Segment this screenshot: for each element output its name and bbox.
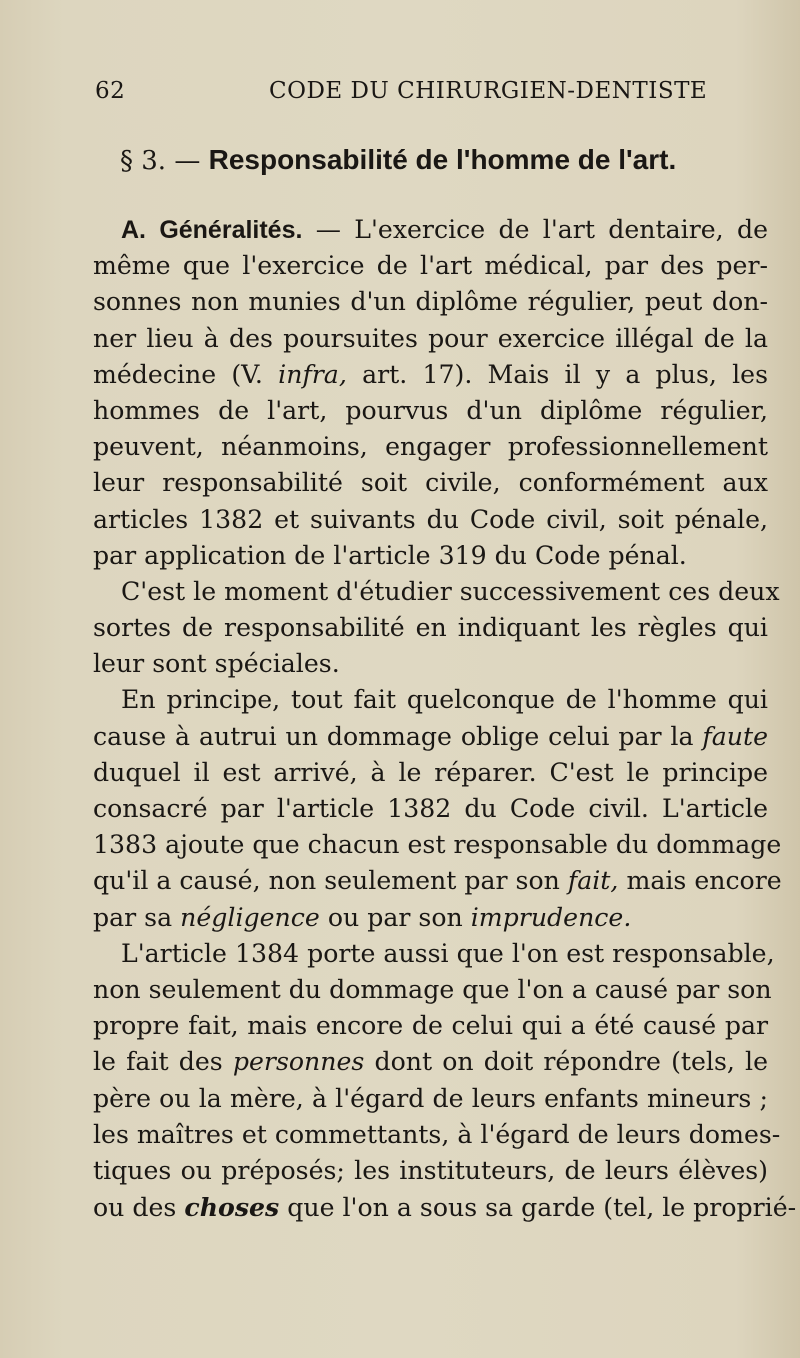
text-line: ou des choses que l'on a sous sa garde (tel, le proprié- [93, 1192, 797, 1223]
text-line: les maîtres et commettants, à l'égard de leurs domes- [93, 1119, 781, 1149]
text-line: non seulement du dommage que l'on a causé par son [93, 974, 772, 1004]
emphasis-imprudence: imprudence. [470, 902, 632, 932]
emphasis-personnes: personnes [232, 1047, 365, 1077]
text-line: cause à autrui un dommage oblige celui par la faute [93, 721, 768, 751]
text-line: médecine (V. infra, art. 17). Mais il y a plus, les [93, 359, 768, 389]
page-number: 62 [95, 78, 126, 104]
emphasis-fait: fait, [567, 866, 619, 896]
text-line: même que l'exercice de l'art médical, par des per- [93, 251, 768, 281]
text-line: L'article 1384 porte aussi que l'on est responsable, [121, 938, 775, 968]
section-number: § 3. — [120, 146, 201, 176]
section-title: Responsabilité de l'homme de l'art. [208, 144, 677, 175]
emphasis-choses: choses [184, 1192, 280, 1223]
text-line: A. Généralités. — L'exercice de l'art dentaire, de [121, 215, 768, 244]
emphasis-negligence: négligence [180, 902, 320, 932]
subsection-letter: A. [121, 216, 146, 244]
text-line: 1383 ajoute que chacun est responsable du dommage [93, 830, 782, 860]
text-line: le fait des personnes dont on doit répondre (tels, le [93, 1047, 769, 1077]
body-text [93, 212, 797, 1225]
text-line: par sa négligence ou par son imprudence. [93, 902, 632, 932]
text-line: C'est le moment d'étudier successivement ces deux [121, 576, 780, 606]
text-line: peuvent, néanmoins, engager professionnellement [93, 432, 768, 462]
text-line: leur sont spéciales. [93, 649, 340, 679]
text-line: père ou la mère, à l'égard de leurs enfants mineurs ; [93, 1083, 768, 1113]
text-line: ner lieu à des poursuites pour exercice illégal de la [93, 323, 768, 353]
text-line: duquel il est arrivé, à le réparer. C'est le principe [93, 757, 768, 787]
running-head [95, 78, 735, 118]
text-line: sonnes non munies d'un diplôme régulier, peut don- [93, 287, 768, 317]
text-line: articles 1382 et suivants du Code civil, soit pénale, [93, 504, 768, 534]
text-line: consacré par l'article 1382 du Code civil. L'article [93, 794, 768, 823]
text-line: par application de l'article 319 du Code pénal. [93, 540, 687, 570]
emphasis-faute: faute [702, 721, 768, 751]
text-line: qu'il a causé, non seulement par son fait, mais encore [93, 866, 782, 896]
subsection-title: Généralités. [159, 216, 303, 244]
section-heading [120, 144, 770, 176]
text-line: leur responsabilité soit civile, conformément aux [93, 468, 768, 498]
emphasis-infra: infra, [278, 359, 347, 389]
text-line: sortes de responsabilité en indiquant les règles qui [93, 613, 768, 643]
text-line: En principe, tout fait quelconque de l'homme qui [121, 685, 768, 715]
text-line: propre fait, mais encore de celui qui a été causé par [93, 1011, 768, 1041]
text-line: hommes de l'art, pourvus d'un diplôme régulier, [93, 395, 768, 425]
text-line: tiques ou préposés; les instituteurs, de leurs élèves) [93, 1155, 768, 1185]
book-title: CODE DU CHIRURGIEN-DENTISTE [269, 78, 708, 104]
